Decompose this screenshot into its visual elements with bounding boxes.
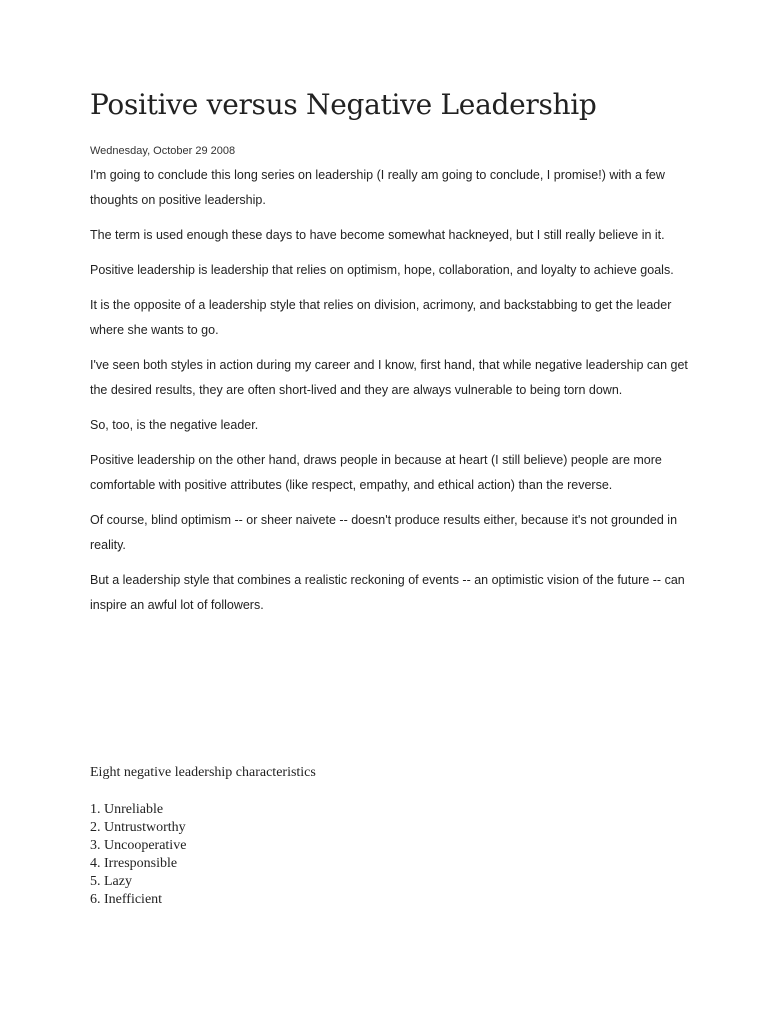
list-item: 4. Irresponsible [90, 856, 178, 871]
paragraph: I'm going to conclude this long series on leadership (I really am going to conclude, I promise!) with a few thoughts on positive leadership. [90, 168, 665, 207]
paragraph: Positive leadership is leadership that relies on optimism, hope, collaboration, and loyalty to achieve goals. [90, 263, 674, 277]
list-item: 2. Untrustworthy [90, 820, 186, 835]
article-title: Positive versus Negative Leadership [90, 88, 597, 121]
paragraph: The term is used enough these days to have become somewhat hackneyed, but I still really believe in it. [90, 228, 665, 242]
article-body [90, 163, 690, 628]
list-item: 5. Lazy [90, 874, 132, 889]
list-item: 1. Unreliable [90, 802, 164, 817]
article-date: Wednesday, October 29 2008 [90, 145, 236, 157]
characteristics-section [90, 763, 316, 909]
paragraph: But a leadership style that combines a realistic reckoning of events -- an optimistic vision of the future -- can inspire an awful lot of followers. [90, 573, 685, 612]
list-item: 3. Uncooperative [90, 838, 187, 853]
list-item: 6. Inefficient [90, 892, 163, 907]
paragraph: I've seen both styles in action during my career and I know, first hand, that while negative leadership can get the desired results, they are often short-lived and they are always vulnerable to being torn down. [90, 358, 688, 397]
paragraph: Positive leadership on the other hand, draws people in because at heart (I still believe) people are more comfortable with positive attributes (like respect, empathy, and ethical action) than the reverse. [90, 453, 662, 492]
characteristics-heading: Eight negative leadership characteristics [90, 765, 316, 780]
paragraph: So, too, is the negative leader. [90, 418, 259, 432]
paragraph: Of course, blind optimism -- or sheer naivete -- doesn't produce results either, because it's not grounded in reality. [90, 513, 678, 552]
paragraph: It is the opposite of a leadership style that relies on division, acrimony, and backstabbing to get the leader where she wants to go. [90, 298, 672, 337]
characteristics-list [90, 801, 316, 909]
